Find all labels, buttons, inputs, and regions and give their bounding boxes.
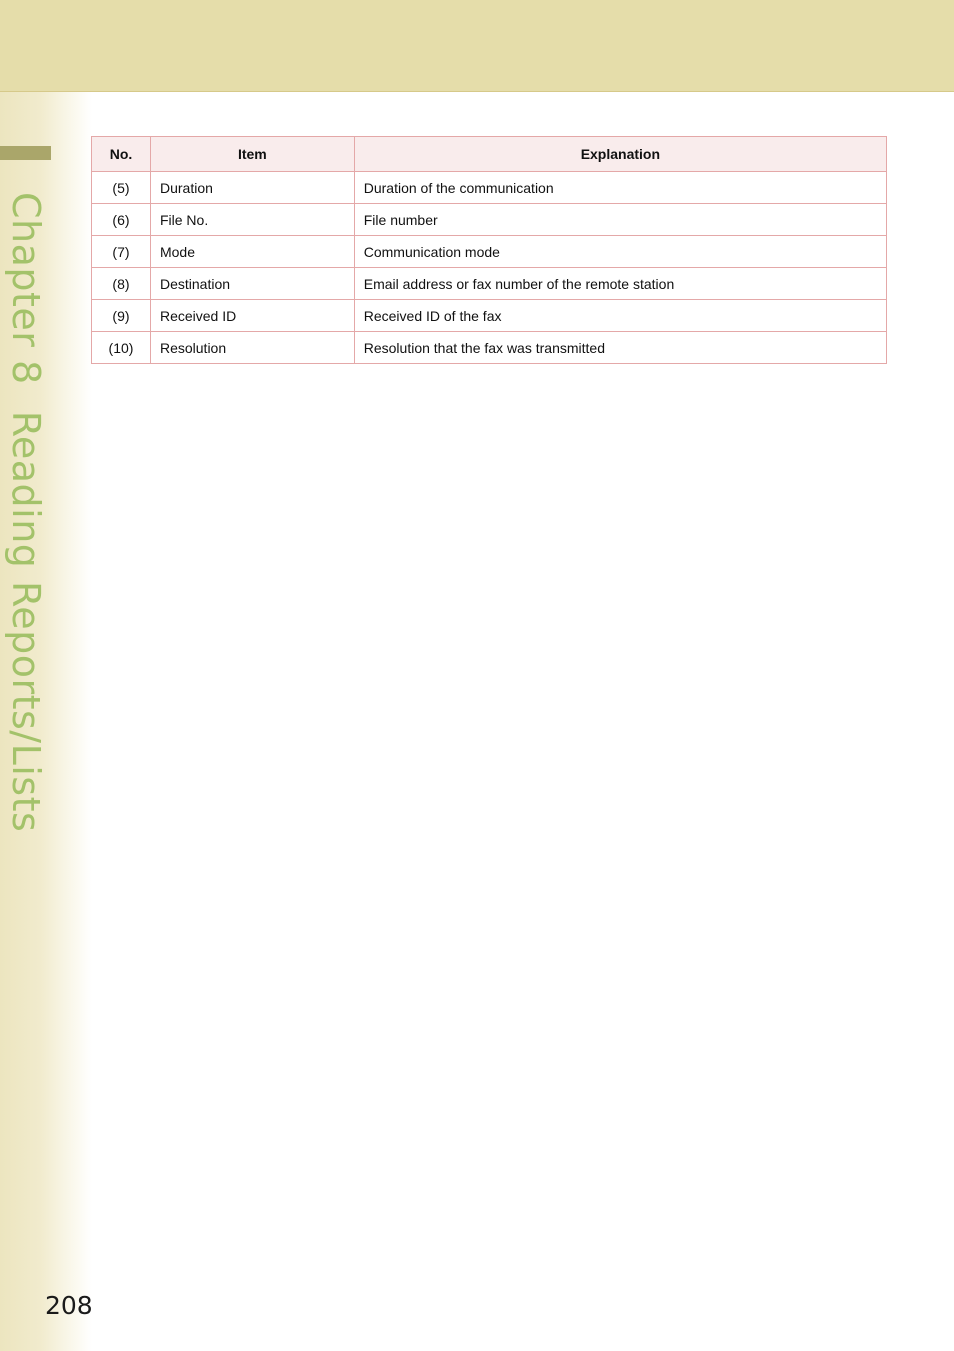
table-row — [92, 172, 887, 204]
row-explanation: Duration of the communication — [354, 172, 886, 204]
report-items-table — [91, 136, 887, 364]
header-explanation: Explanation — [354, 137, 886, 172]
row-item: File No. — [150, 204, 354, 236]
row-item: Destination — [150, 268, 354, 300]
row-explanation: Communication mode — [354, 236, 886, 268]
chapter-tab-marker — [0, 146, 51, 160]
row-explanation: Email address or fax number of the remote station — [354, 268, 886, 300]
row-item: Received ID — [150, 300, 354, 332]
table-row — [92, 300, 887, 332]
row-explanation: Received ID of the fax — [354, 300, 886, 332]
page-number: 208 — [45, 1291, 93, 1320]
table-row — [92, 204, 887, 236]
header-no: No. — [92, 137, 151, 172]
row-item: Resolution — [150, 332, 354, 364]
row-item: Mode — [150, 236, 354, 268]
row-no: (6) — [92, 204, 151, 236]
row-no: (5) — [92, 172, 151, 204]
row-no: (7) — [92, 236, 151, 268]
chapter-label: Chapter 8 — [4, 192, 48, 385]
row-no: (9) — [92, 300, 151, 332]
row-no: (10) — [92, 332, 151, 364]
row-item: Duration — [150, 172, 354, 204]
header-band — [0, 0, 954, 92]
row-explanation: File number — [354, 204, 886, 236]
row-no: (8) — [92, 268, 151, 300]
row-explanation: Resolution that the fax was transmitted — [354, 332, 886, 364]
chapter-title: Reading Reports/Lists — [4, 410, 48, 833]
table-header-row — [92, 137, 887, 172]
table-row — [92, 268, 887, 300]
header-item: Item — [150, 137, 354, 172]
chapter-heading — [4, 192, 48, 832]
table-row — [92, 332, 887, 364]
table-row — [92, 236, 887, 268]
